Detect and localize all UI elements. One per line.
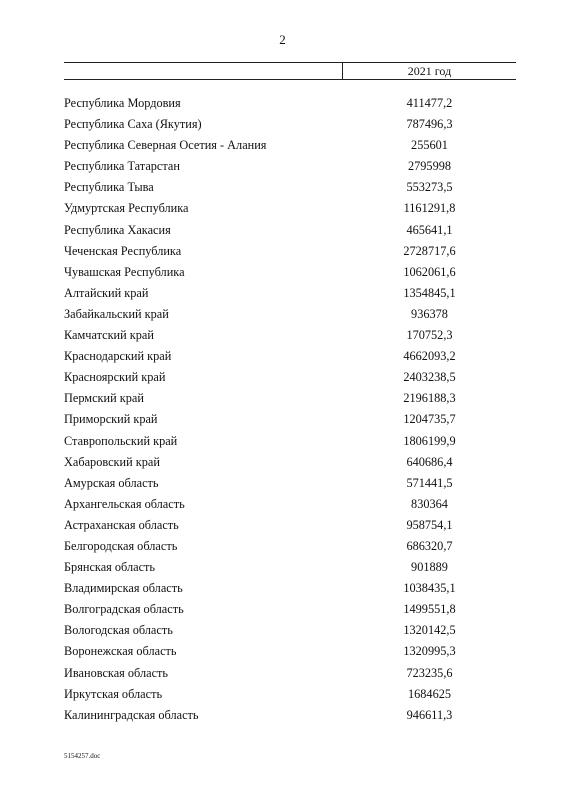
region-value: 640686,4: [406, 454, 453, 469]
table-row: [64, 473, 516, 494]
table-row: [64, 93, 516, 114]
region-value: 958754,1: [406, 517, 453, 532]
region-name: Вологодская область: [64, 623, 173, 638]
table-row: [64, 177, 516, 198]
table-row: [64, 156, 516, 177]
region-value: 2795998: [407, 159, 452, 174]
table-header: [64, 62, 516, 80]
region-name: Иркутская область: [64, 686, 163, 701]
region-value: 2403238,5: [403, 370, 456, 385]
region-name: Удмуртская Республика: [64, 201, 189, 216]
region-value: 686320,7: [406, 538, 453, 553]
table-row: [64, 135, 516, 156]
table-row: [64, 578, 516, 599]
region-value: 571441,5: [406, 475, 453, 490]
region-value: 2196188,3: [403, 391, 456, 406]
region-name: Республика Тыва: [64, 180, 154, 195]
region-name: Чувашская Республика: [64, 264, 185, 279]
region-name: Воронежская область: [64, 644, 177, 659]
region-value: 901889: [411, 560, 448, 575]
region-name: Астраханская область: [64, 517, 179, 532]
region-name: Владимирская область: [64, 581, 183, 596]
table-row: [64, 114, 516, 135]
region-name: Красноярский край: [64, 370, 166, 385]
region-value: 1038435,1: [403, 581, 456, 596]
table-row: [64, 431, 516, 452]
data-table: [64, 93, 516, 726]
region-value: 723235,6: [406, 665, 453, 680]
region-value: 787496,3: [406, 117, 453, 132]
table-row: [64, 409, 516, 430]
table-row: [64, 620, 516, 641]
table-row: [64, 663, 516, 684]
table-row: [64, 536, 516, 557]
region-value: 170752,3: [406, 328, 453, 343]
region-value: 465641,1: [406, 222, 453, 237]
region-name: Белгородская область: [64, 538, 178, 553]
table-row: [64, 198, 516, 219]
region-value: 830364: [411, 496, 448, 511]
table-row: [64, 241, 516, 262]
region-value: 4662093,2: [403, 349, 456, 364]
region-name: Пермский край: [64, 391, 144, 406]
region-value: 2728717,6: [403, 243, 456, 258]
region-name: Республика Хакасия: [64, 222, 171, 237]
region-name: Архангельская область: [64, 496, 185, 511]
table-row: [64, 705, 516, 726]
table-row: [64, 220, 516, 241]
region-name: Камчатский край: [64, 328, 154, 343]
table-row: [64, 494, 516, 515]
region-value: 553273,5: [406, 180, 453, 195]
region-name: Краснодарский край: [64, 349, 172, 364]
table-row: [64, 452, 516, 473]
table-row: [64, 304, 516, 325]
table-row: [64, 641, 516, 662]
region-name: Волгоградская область: [64, 602, 184, 617]
region-value: 946611,3: [406, 707, 453, 722]
region-value: 1806199,9: [403, 433, 456, 448]
region-name: Чеченская Республика: [64, 243, 182, 258]
table-row: [64, 684, 516, 705]
region-name: Республика Мордовия: [64, 96, 181, 110]
region-name: Алтайский край: [64, 285, 149, 300]
region-name: Ставропольский край: [64, 433, 178, 448]
region-name: Республика Татарстан: [64, 159, 180, 174]
region-name: Брянская область: [64, 560, 156, 575]
region-name: Ивановская область: [64, 665, 169, 680]
table-row: [64, 515, 516, 536]
region-name: Республика Саха (Якутия): [64, 117, 202, 132]
region-name: Калининградская область: [64, 707, 199, 722]
region-name: Приморский край: [64, 412, 158, 427]
region-value: 255601: [411, 138, 448, 153]
region-value: 1320995,3: [403, 644, 456, 659]
table-row: [64, 367, 516, 388]
region-value: 1204735,7: [403, 412, 456, 427]
region-value: 1062061,6: [403, 264, 456, 279]
table-row: [64, 283, 516, 304]
region-value: 936378: [411, 306, 448, 321]
footer-filename: 5154257.doc: [64, 752, 101, 760]
region-value: 411477,2: [406, 96, 453, 110]
region-value: 1499551,8: [403, 602, 456, 617]
table-row: [64, 599, 516, 620]
table-row: [64, 388, 516, 409]
region-name: Хабаровский край: [64, 454, 160, 469]
page-number: 2: [279, 32, 286, 47]
table-row: [64, 262, 516, 283]
region-value: 1161291,8: [403, 201, 456, 216]
region-value: 1320142,5: [403, 623, 456, 638]
region-name: Амурская область: [64, 475, 159, 490]
year-column-header: 2021 год: [407, 64, 452, 78]
region-name: Республика Северная Осетия - Алания: [64, 138, 267, 153]
table-row: [64, 557, 516, 578]
region-value: 1684625: [407, 686, 452, 701]
region-value: 1354845,1: [403, 285, 456, 300]
table-row: [64, 346, 516, 367]
table-row: [64, 325, 516, 346]
region-name: Забайкальский край: [64, 306, 169, 321]
